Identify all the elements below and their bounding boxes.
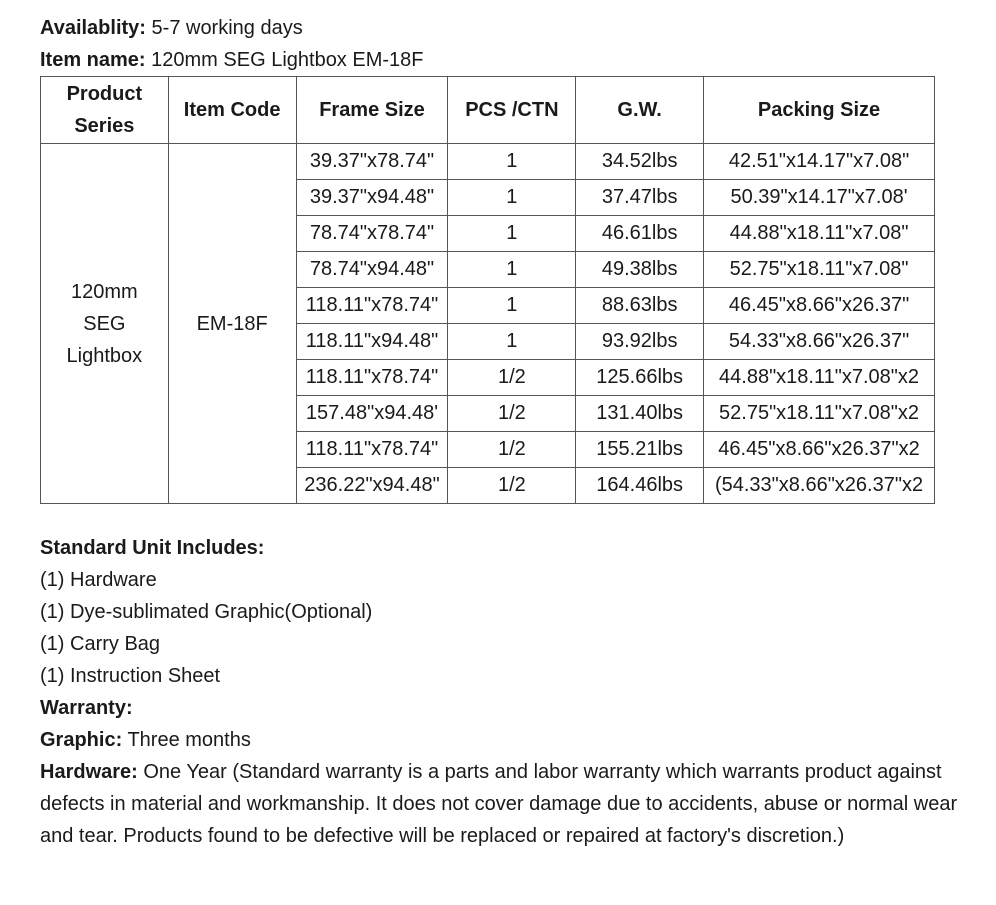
header-series-line1: Product — [66, 83, 143, 105]
packing-size-cell: 44.88"x18.11"x7.08"x2 — [704, 360, 935, 396]
gw-cell: 34.52lbs — [576, 144, 704, 180]
frame-size-cell: 78.74"x94.48" — [296, 252, 448, 288]
warranty-hardware-value: One Year (Standard warranty is a parts and labor warranty which warrants product against defects in material and workmanship. It does not cover damage due to accidents, abuse or normal wear and tear. Products found to be defective will be replaced or repaired at factory's discretion.) — [40, 761, 958, 847]
gw-cell: 155.21lbs — [576, 432, 704, 468]
pcs-ctn-cell: 1/2 — [448, 432, 576, 468]
gw-cell: 88.63lbs — [576, 288, 704, 324]
packing-size-cell: (54.33"x8.66"x26.37"x2 — [704, 468, 935, 504]
gw-cell: 93.92lbs — [576, 324, 704, 360]
item-name-label: Item name: — [40, 49, 146, 71]
frame-size-cell: 39.37"x78.74" — [296, 144, 448, 180]
includes-heading-text: Standard Unit Includes: — [40, 537, 265, 559]
item-name-value: 120mm SEG Lightbox EM-18F — [151, 49, 424, 71]
warranty-graphic-label: Graphic: — [40, 729, 123, 751]
series-line3: Lightbox — [66, 344, 143, 367]
header-pcs-ctn: PCS /CTN — [448, 77, 576, 144]
gw-cell: 49.38lbs — [576, 252, 704, 288]
warranty-hardware-label: Hardware: — [40, 761, 138, 783]
availability-label: Availablity: — [40, 17, 146, 39]
pcs-ctn-cell: 1 — [448, 180, 576, 216]
packing-size-cell: 52.75"x18.11"x7.08" — [704, 252, 935, 288]
pcs-ctn-cell: 1 — [448, 324, 576, 360]
packing-size-cell: 54.33"x8.66"x26.37" — [704, 324, 935, 360]
frame-size-cell: 118.11"x94.48" — [296, 324, 448, 360]
includes-item: (1) Dye-sublimated Graphic(Optional) — [40, 601, 373, 623]
frame-size-cell: 236.22"x94.48" — [296, 468, 448, 504]
packing-size-cell: 46.45"x8.66"x26.37"x2 — [704, 432, 935, 468]
packing-size-cell: 46.45"x8.66"x26.37" — [704, 288, 935, 324]
table-header-row — [41, 77, 935, 144]
frame-size-cell: 118.11"x78.74" — [296, 288, 448, 324]
packing-size-cell: 44.88"x18.11"x7.08" — [704, 216, 935, 252]
packing-size-cell: 52.75"x18.11"x7.08"x2 — [704, 396, 935, 432]
pcs-ctn-cell: 1/2 — [448, 468, 576, 504]
gw-cell: 131.40lbs — [576, 396, 704, 432]
availability-line — [40, 12, 996, 44]
frame-size-cell: 78.74"x78.74" — [296, 216, 448, 252]
pcs-ctn-cell: 1 — [448, 216, 576, 252]
packing-size-cell: 50.39"x14.17"x7.08' — [704, 180, 935, 216]
pcs-ctn-cell: 1 — [448, 288, 576, 324]
warranty-graphic-value: Three months — [127, 729, 251, 751]
frame-size-cell: 118.11"x78.74" — [296, 360, 448, 396]
pcs-ctn-cell: 1/2 — [448, 360, 576, 396]
frame-size-cell: 157.48"x94.48' — [296, 396, 448, 432]
header-frame-size: Frame Size — [296, 77, 448, 144]
series-line2: SEG — [83, 312, 126, 335]
includes-item: (1) Hardware — [40, 569, 157, 591]
warranty-graphic-line — [40, 724, 996, 756]
frame-size-cell: 118.11"x78.74" — [296, 432, 448, 468]
product-series-cell — [41, 144, 169, 504]
gw-cell: 37.47lbs — [576, 180, 704, 216]
table-row — [41, 144, 935, 180]
gw-cell: 46.61lbs — [576, 216, 704, 252]
warranty-heading-text: Warranty: — [40, 697, 133, 719]
header-product-series — [41, 77, 169, 144]
gw-cell: 125.66lbs — [576, 360, 704, 396]
pcs-ctn-cell: 1/2 — [448, 396, 576, 432]
includes-item: (1) Instruction Sheet — [40, 665, 221, 687]
header-series-line2: Series — [74, 115, 135, 137]
item-code-cell: EM-18F — [168, 144, 296, 504]
pcs-ctn-cell: 1 — [448, 252, 576, 288]
packing-size-cell: 42.51"x14.17"x7.08" — [704, 144, 935, 180]
availability-value: 5-7 working days — [151, 17, 303, 39]
item-name-line — [40, 44, 996, 76]
series-line1: 120mm — [71, 280, 138, 303]
gw-cell: 164.46lbs — [576, 468, 704, 504]
header-item-code: Item Code — [168, 77, 296, 144]
warranty-hardware-paragraph — [40, 756, 975, 852]
warranty-heading — [40, 692, 996, 724]
frame-size-cell: 39.37"x94.48" — [296, 180, 448, 216]
includes-heading — [40, 532, 996, 564]
includes-item: (1) Carry Bag — [40, 633, 161, 655]
pcs-ctn-cell: 1 — [448, 144, 576, 180]
header-packing-size: Packing Size — [704, 77, 935, 144]
spec-table — [40, 76, 935, 504]
header-gw: G.W. — [576, 77, 704, 144]
section-spacer — [40, 504, 996, 532]
